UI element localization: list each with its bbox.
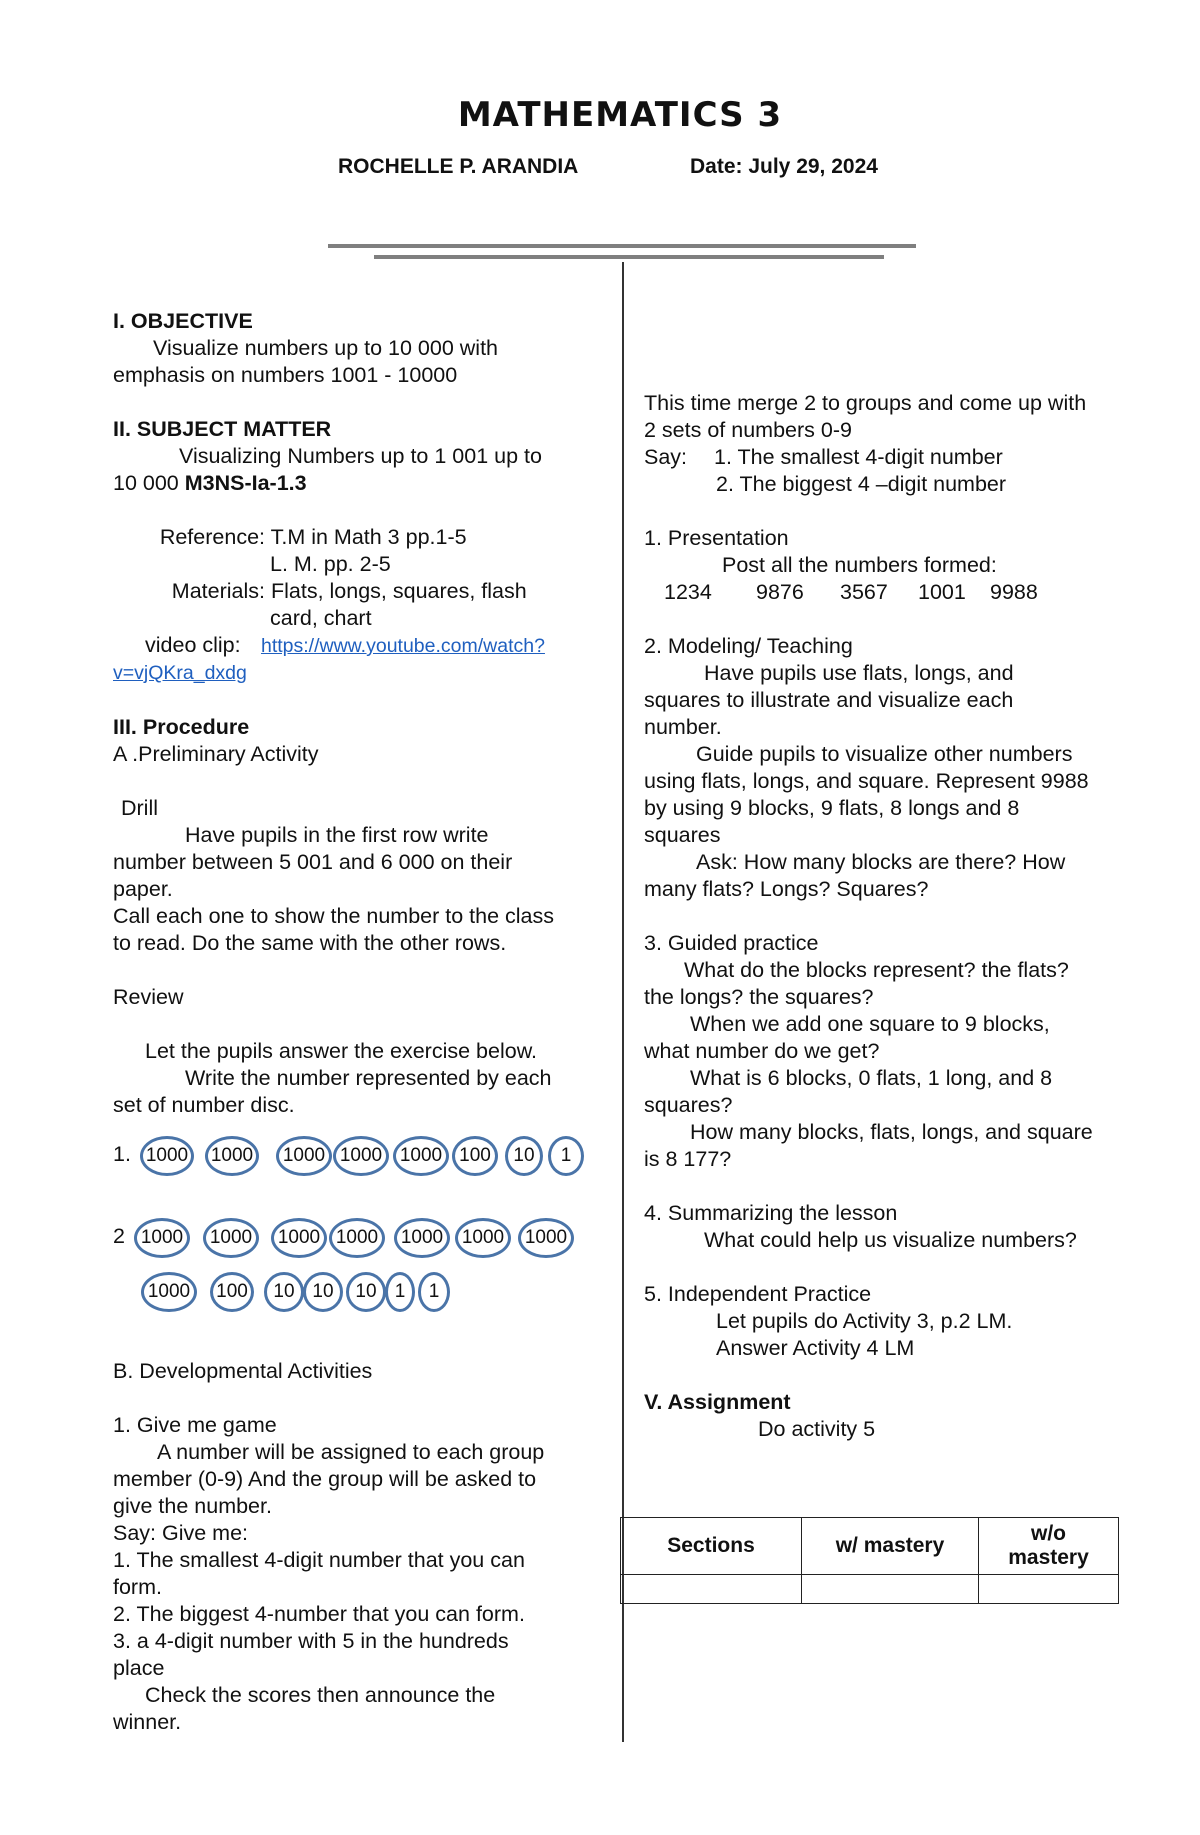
reference-value: T.M in Math 3 pp.1-5 — [270, 525, 467, 549]
exercise-number: 2 — [113, 1224, 125, 1248]
assignment-text: Do activity 5 — [758, 1417, 876, 1441]
number-disc: 1000 — [271, 1218, 327, 1258]
materials-value: Flats, longs, squares, flash — [270, 579, 527, 603]
review-heading: Review — [113, 985, 184, 1009]
subject-text: Visualizing Numbers up to 1 001 up to — [179, 444, 542, 468]
subject-text — [113, 470, 603, 497]
header-rule-bottom — [374, 255, 884, 259]
modeling-text: Guide pupils to visualize other numbers — [696, 742, 1073, 766]
number-disc: 100 — [210, 1272, 254, 1312]
number-disc: 1000 — [394, 1218, 450, 1258]
drill-text: Call each one to show the number to the class — [113, 904, 555, 928]
number-formed: 1001 — [918, 580, 966, 604]
number-disc: 10 — [505, 1136, 543, 1176]
drill-text: paper. — [113, 877, 173, 901]
developmental-heading: B. Developmental Activities — [113, 1359, 373, 1383]
modeling-text: by using 9 blocks, 9 flats, 8 longs and 8 — [644, 796, 1020, 820]
number-disc: 1000 — [393, 1136, 449, 1176]
game-text: Check the scores then announce the — [145, 1683, 496, 1707]
drill-text: number between 5 001 and 6 000 on their — [113, 850, 513, 874]
objective-text: emphasis on numbers 1001 - 10000 — [113, 363, 458, 387]
guided-text: What is 6 blocks, 0 flats, 1 long, and 8 — [690, 1066, 1053, 1090]
page-title: MATHEMATICS 3 — [457, 95, 783, 135]
independent-heading: 5. Independent Practice — [644, 1282, 872, 1306]
game-text: Say: Give me: — [113, 1521, 249, 1545]
number-disc: 1 — [548, 1136, 584, 1176]
game-text: A number will be assigned to each group — [157, 1440, 545, 1464]
guided-text: what number do we get? — [644, 1039, 880, 1063]
drill-text: Have pupils in the first row write — [185, 823, 489, 847]
modeling-text: squares — [644, 823, 721, 847]
table-header-sections: Sections — [621, 1518, 802, 1575]
guided-text: is 8 177? — [644, 1147, 732, 1171]
drill-heading: Drill — [121, 796, 159, 820]
review-text: Write the number represented by each — [185, 1066, 552, 1090]
reference-value: L. M. pp. 2-5 — [270, 552, 391, 576]
number-disc: 1000 — [329, 1218, 385, 1258]
lesson-date: Date: July 29, 2024 — [690, 155, 878, 178]
video-label: video clip: — [145, 633, 241, 657]
number-formed: 9988 — [990, 580, 1038, 604]
modeling-text: many flats? Longs? Squares? — [644, 877, 929, 901]
independent-text: Let pupils do Activity 3, p.2 LM. — [716, 1309, 1013, 1333]
number-disc: 100 — [452, 1136, 498, 1176]
number-disc: 1000 — [518, 1218, 574, 1258]
left-column — [113, 308, 603, 1119]
presentation-heading: 1. Presentation — [644, 526, 789, 550]
game-text: 1. Give me game — [113, 1413, 277, 1437]
number-disc: 10 — [303, 1272, 343, 1312]
table-cell[interactable] — [621, 1575, 802, 1604]
say-text: 2. The biggest 4 –digit number — [716, 472, 1007, 496]
game-text: 3. a 4-digit number with 5 in the hundreds — [113, 1629, 509, 1653]
objective-heading: I. OBJECTIVE — [113, 309, 253, 333]
game-text: 2. The biggest 4-number that you can form. — [113, 1602, 525, 1626]
number-disc: 1000 — [140, 1136, 194, 1176]
number-disc: 1000 — [276, 1136, 332, 1176]
competency-code: M3NS-Ia-1.3 — [184, 471, 307, 495]
modeling-text: Ask: How many blocks are there? How — [696, 850, 1066, 874]
table-cell[interactable] — [802, 1575, 979, 1604]
game-text: member (0-9) And the group will be asked to — [113, 1467, 537, 1491]
game-text: place — [113, 1656, 165, 1680]
summarizing-heading: 4. Summarizing the lesson — [644, 1201, 898, 1225]
number-formed: 1234 — [664, 580, 712, 604]
number-disc: 1000 — [141, 1272, 197, 1312]
number-disc: 1 — [385, 1272, 415, 1312]
materials-label: Materials: — [171, 579, 265, 603]
reference-label: Reference: — [159, 525, 265, 549]
subject-heading: II. SUBJECT MATTER — [113, 417, 332, 441]
number-formed: 9876 — [756, 580, 804, 604]
summarizing-text: What could help us visualize numbers? — [704, 1228, 1077, 1252]
merge-text: This time merge 2 to groups and come up with — [644, 391, 1087, 415]
modeling-text: squares to illustrate and visualize each — [644, 688, 1014, 712]
guided-text: the longs? the squares? — [644, 985, 874, 1009]
subject-text-part: 10 000 — [113, 471, 185, 495]
numbers-formed — [644, 579, 1144, 606]
guided-text: What do the blocks represent? the flats? — [684, 958, 1069, 982]
table-header-row — [621, 1518, 1119, 1575]
objective-text: Visualize numbers up to 10 000 with — [153, 336, 499, 360]
right-column — [644, 390, 1144, 1443]
video-link[interactable]: v=vjQKra_dxdg — [113, 662, 247, 684]
guided-text: When we add one square to 9 blocks, — [690, 1012, 1050, 1036]
game-text: form. — [113, 1575, 162, 1599]
guided-text: squares? — [644, 1093, 733, 1117]
table-header-with-mastery: w/ mastery — [802, 1518, 979, 1575]
merge-text: 2 sets of numbers 0-9 — [644, 418, 852, 442]
modeling-text: number. — [644, 715, 722, 739]
preliminary-activity: A .Preliminary Activity — [113, 742, 319, 766]
number-disc: 1000 — [134, 1218, 190, 1258]
mastery-table — [620, 1517, 1119, 1604]
number-disc: 1000 — [203, 1218, 259, 1258]
exercise-number: 1. — [113, 1142, 131, 1166]
modeling-heading: 2. Modeling/ Teaching — [644, 634, 853, 658]
developmental-section — [113, 1358, 603, 1736]
presentation-text: Post all the numbers formed: — [722, 553, 997, 577]
number-formed: 3567 — [840, 580, 888, 604]
modeling-text: Have pupils use flats, longs, and — [704, 661, 1014, 685]
say-text: 1. The smallest 4-digit number — [714, 445, 1003, 469]
game-text: winner. — [113, 1710, 182, 1734]
teacher-name: ROCHELLE P. ARANDIA — [338, 155, 579, 178]
assignment-heading: V. Assignment — [644, 1390, 791, 1414]
independent-text: Answer Activity 4 LM — [716, 1336, 915, 1360]
number-disc: 1000 — [455, 1218, 511, 1258]
header-rule-top — [328, 244, 916, 248]
number-disc: 1000 — [205, 1136, 259, 1176]
table-header-without-mastery: w/o mastery — [979, 1518, 1119, 1575]
game-text: give the number. — [113, 1494, 272, 1518]
number-disc: 10 — [346, 1272, 386, 1312]
review-text: set of number disc. — [113, 1093, 295, 1117]
guided-text: How many blocks, flats, longs, and square — [690, 1120, 1093, 1144]
procedure-heading: III. Procedure — [113, 715, 250, 739]
review-text: Let the pupils answer the exercise below. — [145, 1039, 538, 1063]
table-cell[interactable] — [979, 1575, 1119, 1604]
modeling-text: using flats, longs, and square. Represent 9988 — [644, 769, 1089, 793]
drill-text: to read. Do the same with the other rows. — [113, 931, 507, 955]
say-label: Say: — [644, 445, 688, 469]
materials-value: card, chart — [270, 606, 372, 630]
number-disc: 1000 — [333, 1136, 389, 1176]
table-row — [621, 1575, 1119, 1604]
game-text: 1. The smallest 4-digit number that you can — [113, 1548, 525, 1572]
number-disc: 1 — [418, 1272, 450, 1312]
video-link[interactable]: https://www.youtube.com/watch? — [260, 635, 545, 657]
number-disc: 10 — [264, 1272, 304, 1312]
guided-heading: 3. Guided practice — [644, 931, 819, 955]
